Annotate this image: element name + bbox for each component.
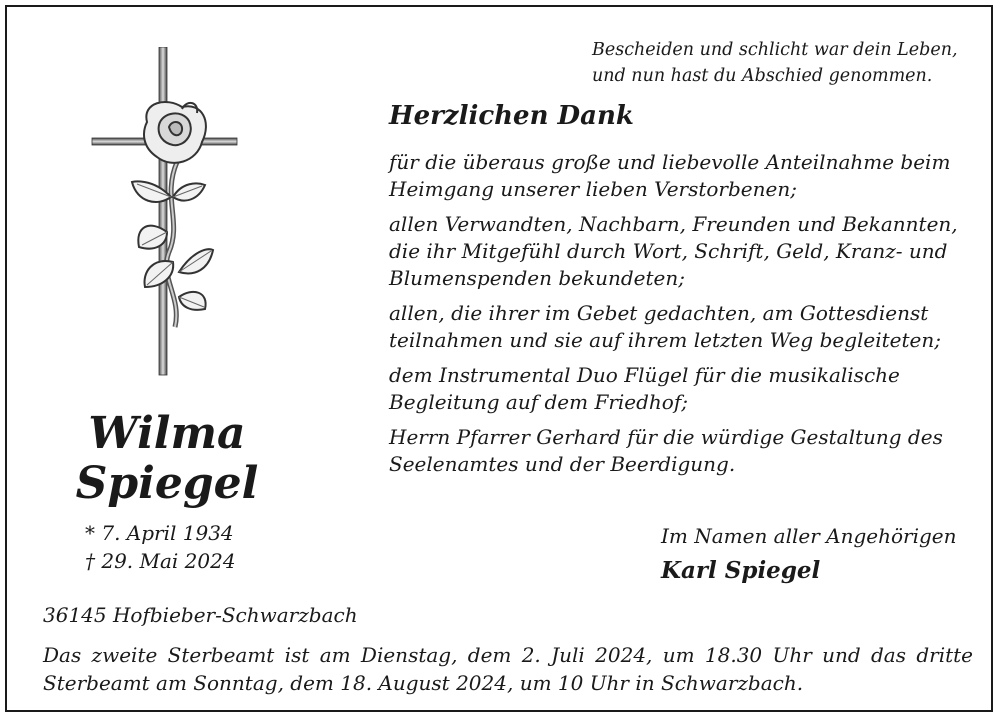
thanks-paragraph: allen Verwandten, Nachbarn, Freunden und Bekannten, die ihr Mitgefühl durch Wort, Schrift, Geld, Kranz- und Blumenspenden bekundeten; (389, 212, 958, 290)
cross-rose-icon (87, 47, 247, 377)
signoff-line: Im Namen aller Angehörigen (661, 524, 957, 548)
death-date: † 29. Mai 2024 (85, 549, 236, 573)
motto-line: und nun hast du Abschied genommen. (592, 66, 933, 86)
life-dates (85, 519, 236, 575)
motto-line: Bescheiden und schlicht war dein Leben, (592, 40, 958, 60)
thanks-paragraph: dem Instrumental Duo Flügel für die musikalische Begleitung auf dem Friedhof; (389, 363, 900, 414)
service-notice: Das zweite Sterbeamt ist am Dienstag, dem 2. Juli 2024, um 18.30 Uhr und das dritte Sterbeamt am Sonntag, dem 18. August 2024, um 10 Uhr in Schwarzbach. (43, 643, 973, 695)
thanks-paragraph: allen, die ihrer im Gebet gedachten, am Gottesdienst teilnahmen und sie auf ihrem letzten Weg begleiteten; (389, 301, 942, 352)
deceased-name (47, 409, 287, 509)
thanks-paragraph: Herrn Pfarrer Gerhard für die würdige Gestaltung des Seelenamtes und der Beerdigung. (389, 425, 943, 476)
thanks-heading: Herzlichen Dank (389, 101, 634, 131)
signer-name: Karl Spiegel (661, 557, 821, 584)
birth-date: * 7. April 1934 (85, 521, 234, 545)
motto (592, 37, 982, 89)
thanks-list (389, 149, 989, 486)
last-name: Spiegel (75, 458, 259, 509)
obituary-card (5, 5, 993, 712)
thanks-paragraph: für die überaus große und liebevolle Anteilnahme beim Heimgang unserer lieben Verstorbenen; (389, 150, 951, 201)
first-name: Wilma (88, 408, 246, 459)
place: 36145 Hofbieber-Schwarzbach (43, 603, 358, 627)
